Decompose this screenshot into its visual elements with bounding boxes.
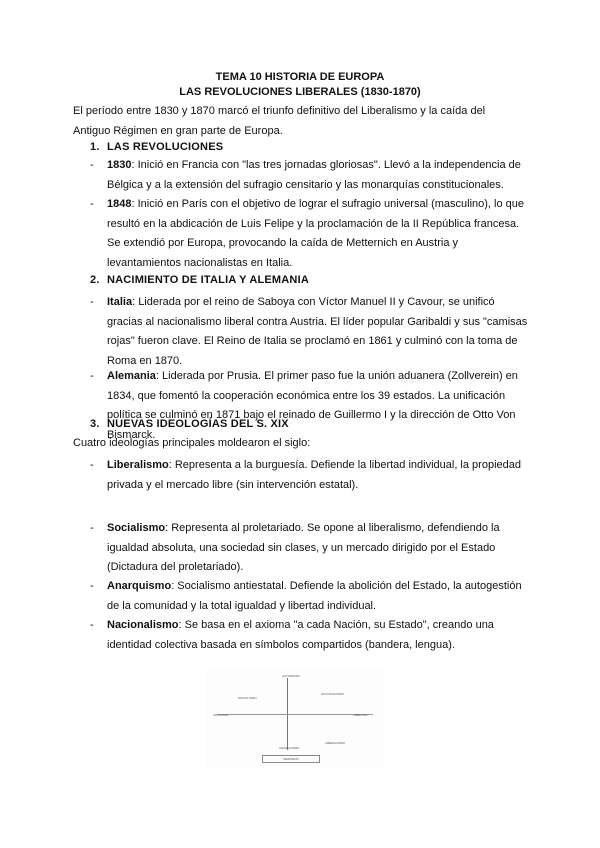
- bullet-dash: -: [90, 198, 94, 210]
- item-term: Italia: [107, 296, 133, 308]
- item-term: Alemania: [107, 370, 156, 382]
- item-text: : Liderada por el reino de Saboya con Víctor Manuel II y Cavour, se unificó gracias al nacionalismo liberal contra Austria. El líder popular Garibaldi y sus "camisas rojas" fueron clave. El Reino de Italia se proclamó en 1861 y culminó con la toma de Roma en 1870.: [107, 296, 528, 367]
- item-text: : Representa al proletariado. Se opone al liberalismo, defendiendo la igualdad absoluta, una sociedad sin clases, y un mercado dirigido por el Estado (Dictadura del proletariado).: [107, 522, 500, 573]
- section-number: 2.: [90, 274, 100, 286]
- item-term: 1848: [107, 198, 132, 210]
- list-item-1848: [90, 195, 530, 273]
- item-text: : Representa a la burguesía. Defiende la libertad individual, la propiedad privada y el mercado libre (sin intervención estatal).: [107, 459, 521, 491]
- section-title: NUEVAS IDEOLOGÍAS DEL S. XIX: [107, 418, 289, 430]
- bullet-dash: -: [90, 296, 94, 308]
- section-heading-revoluciones: [90, 141, 223, 153]
- list-item-alemania: [90, 367, 530, 445]
- diagram-horizontal-axis: [217, 714, 373, 715]
- item-text: : Socialismo antiestatal. Defiende la abolición del Estado, la autogestión de la comunidad y la total igualdad y libertad individual.: [107, 580, 522, 612]
- section-heading-italia-alemania: [90, 274, 309, 286]
- item-term: Liberalismo: [107, 459, 169, 471]
- list-item-socialismo: [90, 519, 530, 578]
- list-item-liberalismo: [90, 456, 530, 495]
- item-text: : Se basa en el axioma "a cada Nación, su Estado", creando una identidad colectiva basada en símbolos compartidos (bandera, lengua).: [107, 619, 494, 651]
- diagram-label-top: AUTORIDAD: [282, 674, 300, 678]
- section-number: 3.: [90, 418, 100, 430]
- item-text: : Inició en París con el objetivo de lograr el sufragio universal (masculino), lo que resultó en la abdicación de Luis Felipe y la proclamación de la II República francesa. Se extendió por Europa, provocando la caída de Metternich en Austria y levantamientos nacionalistas en Italia.: [107, 198, 525, 269]
- ideology-diagram: [205, 669, 385, 767]
- bullet-dash: -: [90, 370, 94, 382]
- bullet-dash: -: [90, 522, 94, 534]
- bullet-dash: -: [90, 580, 94, 592]
- list-item-anarquismo: [90, 577, 530, 616]
- document-subtitle: LAS REVOLUCIONES LIBERALES (1830-1870): [179, 86, 421, 98]
- intro-paragraph: El período entre 1830 y 1870 marcó el triunfo definitivo del Liberalismo y la caída del Antiguo Régimen en gran parte de Europa.: [73, 105, 486, 137]
- diagram-label-bottom-center: ANARQUISMO: [279, 746, 300, 750]
- list-item-1830: [90, 156, 530, 195]
- diagram-box: INDIVIDUO: [262, 755, 320, 763]
- diagram-label-right: LIBERTAD: [353, 713, 368, 717]
- diagram-label-left-upper: SOCIALISMO: [238, 696, 257, 700]
- diagram-label-bottom-right: LIBERALISMO: [325, 741, 346, 745]
- section-title: LAS REVOLUCIONES: [107, 141, 224, 153]
- section-heading-ideologias: [90, 418, 289, 430]
- item-text: : Inició en Francia con "las tres jornadas gloriosas". Llevó a la independencia de Bélgica y a la extensión del sufragio censitario y las monarquías constitucionales.: [107, 159, 521, 191]
- ideologies-intro: Cuatro ideologías principales moldearon el siglo:: [73, 437, 311, 449]
- item-term: Nacionalismo: [107, 619, 179, 631]
- bullet-dash: -: [90, 159, 94, 171]
- item-term: 1830: [107, 159, 132, 171]
- bullet-dash: -: [90, 619, 94, 631]
- list-item-nacionalismo: [90, 616, 530, 655]
- list-item-italia: [90, 293, 530, 371]
- bullet-dash: -: [90, 459, 94, 471]
- section-title: NACIMIENTO DE ITALIA Y ALEMANIA: [107, 274, 309, 286]
- item-text: : Liderada por Prusia. El primer paso fue la unión aduanera (Zollverein) en 1834, que fomentó la cooperación económica entre los 39 estados. La unificación política se culminó en 1871 bajo el reinado de Guillermo I y la dirección de Otto Von Bismarck.: [107, 370, 518, 441]
- section-number: 1.: [90, 141, 100, 153]
- item-term: Anarquismo: [107, 580, 172, 592]
- diagram-label-right-upper: NACIONALISMO: [321, 692, 345, 696]
- diagram-label-left: IGUALDAD: [213, 713, 229, 717]
- document-title: TEMA 10 HISTORIA DE EUROPA: [215, 71, 385, 83]
- item-term: Socialismo: [107, 522, 166, 534]
